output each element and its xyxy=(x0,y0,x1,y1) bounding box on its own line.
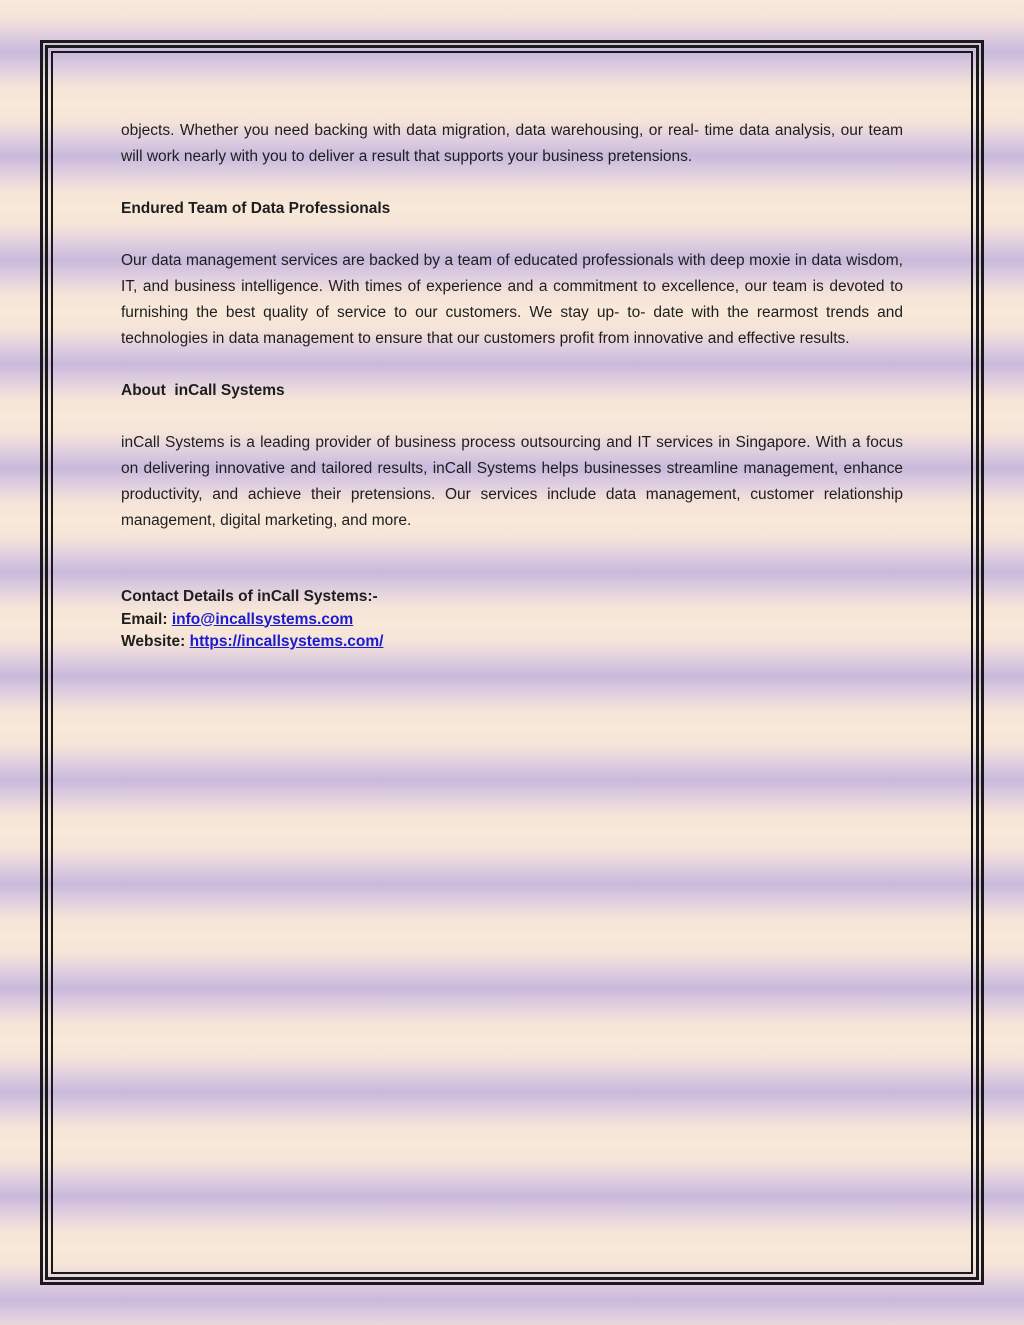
email-label: Email: xyxy=(121,610,172,628)
heading-about: About inCall Systems xyxy=(121,382,285,399)
paragraph-intro: objects. Whether you need backing with data migration, data warehousing, or real- time data analysis, our team will work nearly with you to deliver a result that supports your business pretensions. xyxy=(121,122,903,165)
website-label: Website: xyxy=(121,633,190,650)
email-link[interactable]: info@incallsystems.com xyxy=(171,610,354,628)
website-link[interactable]: https://incallsystems.com/ xyxy=(189,633,384,650)
document-body xyxy=(121,118,903,654)
contact-website-row xyxy=(121,631,903,654)
paragraph-about: inCall Systems is a leading provider of business process outsourcing and IT services in Singapore. With a focus on delivering innovative and tailored results, inCall Systems helps businesses streamline management, enhance productivity, and achieve their pretensions. Our services include data management, customer relationship management, digital marketing, and more. xyxy=(121,434,903,529)
heading-team: Endured Team of Data Professionals xyxy=(121,200,391,217)
spacer xyxy=(121,222,903,248)
spacer xyxy=(121,404,903,430)
spacer xyxy=(121,170,903,196)
contact-email-row xyxy=(121,609,903,632)
paragraph-team: Our data management services are backed by a team of educated professionals with deep moxie in data wisdom, IT, and business intelligence. With times of experience and a commitment to excellence, our team is devoted to furnishing the best quality of service to our customers. We stay up- to- date with the rearmost trends and technologies in data management to ensure that our customers profit from innovative and effective results. xyxy=(121,252,903,347)
contact-details xyxy=(121,586,903,654)
contact-title: Contact Details of inCall Systems:- xyxy=(121,588,378,605)
spacer xyxy=(121,352,903,378)
